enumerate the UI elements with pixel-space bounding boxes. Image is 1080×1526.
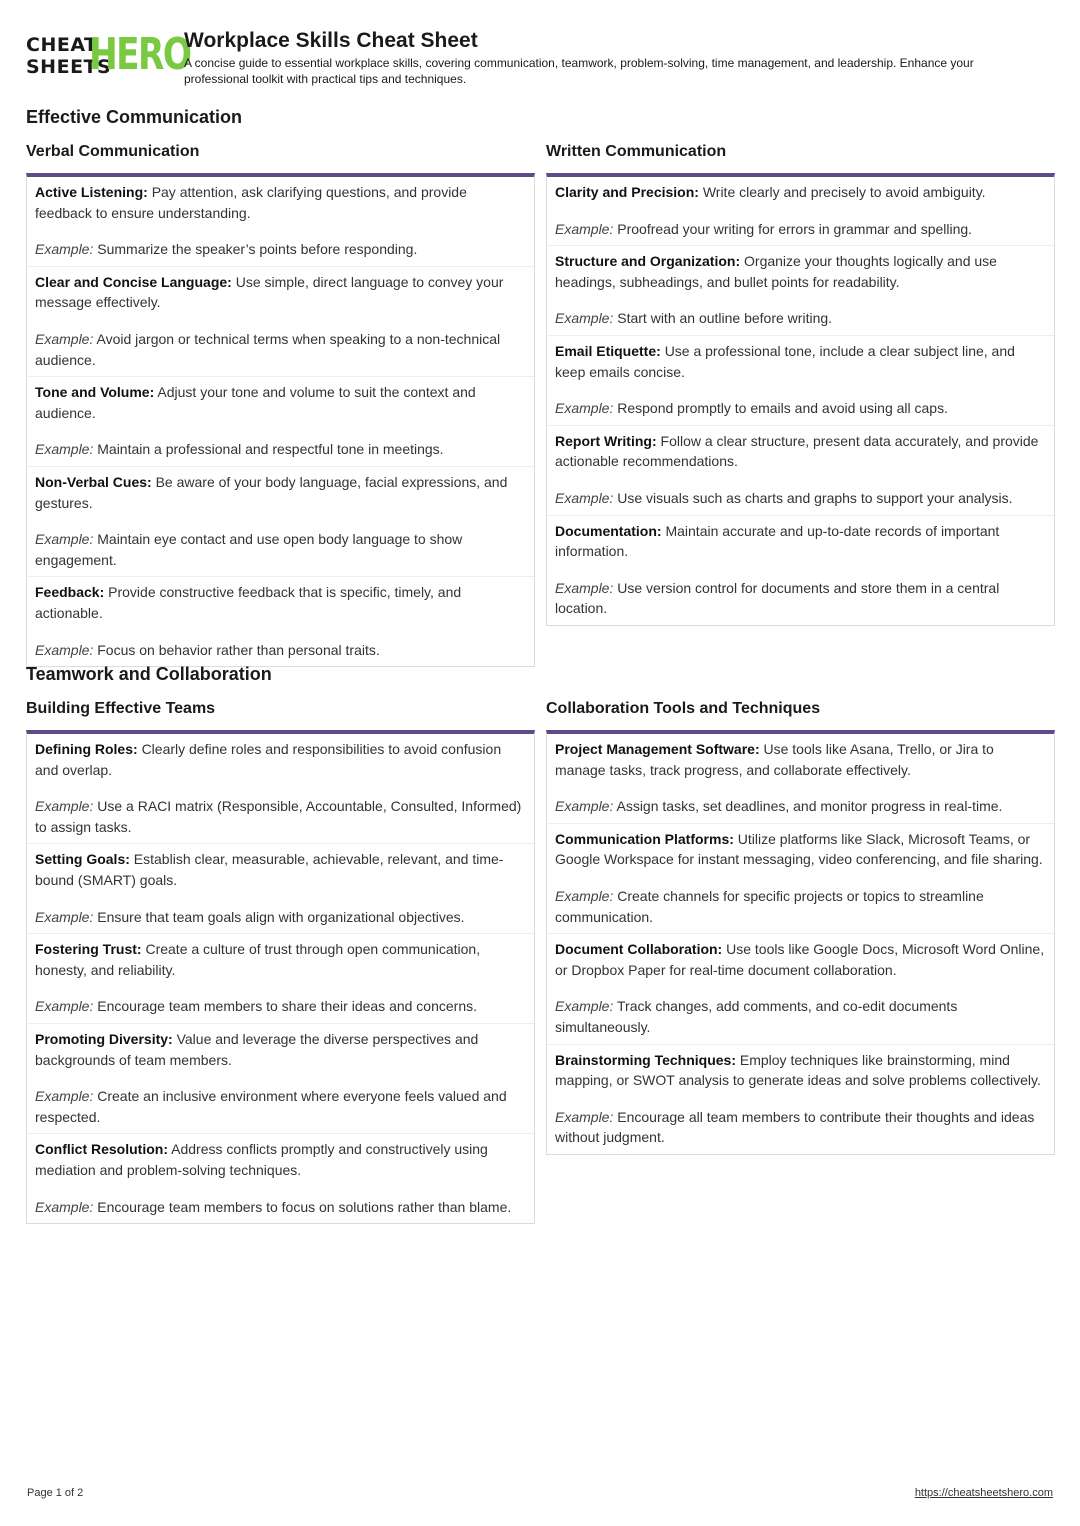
example-label: Example: [35,241,94,258]
item-text: Use tools like Asana, Trello, or Jira to manage tasks, track progress, and collaborate effectively. [555,741,994,778]
section-title: Effective Communication [26,107,243,127]
card-title: Written Communication [546,143,727,160]
list-item [27,844,534,934]
item-term: Fostering Trust: [35,941,142,958]
item-text: Clearly define roles and responsibilities to avoid confusion and overlap. [35,741,502,778]
item-example: Respond promptly to emails and avoid using all caps. [617,400,948,417]
item-term: Conflict Resolution: [35,1141,168,1158]
item-example: Encourage all team members to contribute their thoughts and ideas without judgment. [555,1108,1035,1146]
example-label: Example: [35,998,94,1015]
list-item [27,1134,534,1223]
item-term: Report Writing: [555,432,657,449]
example-label: Example: [555,310,614,327]
item-term: Email Etiquette: [555,342,661,359]
item-term: Communication Platforms: [555,830,734,847]
logo-text-hero: HERO [89,29,191,80]
item-text: Use simple, direct language to convey your message effectively. [35,273,504,311]
list-item [547,177,1054,246]
page-number: Page 1 of 2 [27,1487,84,1499]
list-item [547,934,1054,1044]
item-text: Follow a clear structure, present data accurately, and provide actionable recommendations. [555,432,1039,470]
list-item [547,734,1054,824]
logo-text-sheets: SHEETS [26,56,112,78]
item-text: Value and leverage the diverse perspectives and backgrounds of team members. [35,1030,479,1068]
example-label: Example: [555,998,614,1015]
item-example: Assign tasks, set deadlines, and monitor progress in real-time. [616,798,1003,815]
example-label: Example: [35,1088,94,1105]
example-label: Example: [35,798,94,815]
site-link[interactable]: https://cheatsheetshero.com [914,1487,1053,1499]
list-item [27,377,534,467]
item-text: Utilize platforms like Slack, Microsoft Teams, or Google Workspace for instant messaging, video conferencing, and file sharing. [555,830,1043,868]
item-term: Project Management Software: [555,741,760,757]
list-item [27,577,534,666]
list-item [547,1045,1054,1154]
card-title: Verbal Communication [26,143,200,160]
list-item [27,1024,534,1134]
card-building-effective-teams [26,698,535,1224]
example-label: Example: [35,330,94,347]
example-label: Example: [555,798,614,815]
card-written-communication [546,141,1055,626]
list-item [547,516,1054,625]
item-term: Clear and Concise Language: [35,273,232,290]
item-example: Use version control for documents and store them in a central location. [555,579,1000,617]
item-text: Adjust your tone and volume to suit the context and audience. [35,384,476,421]
item-example: Maintain a professional and respectful tone in meetings. [97,441,444,458]
item-example: Create channels for specific projects or topics to streamline communication. [555,887,984,925]
page-header [26,28,1056,90]
example-label: Example: [35,531,94,548]
list-item [27,177,534,267]
item-text: Provide constructive feedback that is specific, timely, and actionable. [35,584,462,621]
item-term: Promoting Diversity: [35,1030,173,1047]
item-text: Organize your thoughts logically and use headings, subheadings, and bullet points for readability. [555,253,997,290]
item-term: Setting Goals: [35,851,130,868]
item-term: Brainstorming Techniques: [555,1051,736,1068]
example-label: Example: [555,1108,614,1125]
card-collaboration-tools [546,698,1055,1155]
list-item [547,426,1054,516]
item-text: Establish clear, measurable, achievable, relevant, and time-bound (SMART) goals. [35,851,504,888]
example-label: Example: [35,441,94,458]
item-example: Proofread your writing for errors in grammar and spelling. [617,220,973,237]
item-example: Summarize the speaker’s points before responding. [97,241,418,258]
item-example: Avoid jargon or technical terms when speaking to a non-technical audience. [35,330,501,368]
item-term: Clarity and Precision: [555,184,699,200]
list-item [27,934,534,1024]
item-example: Start with an outline before writing. [617,310,833,327]
item-example: Encourage team members to share their ideas and concerns. [97,998,478,1015]
item-example: Focus on behavior rather than personal traits. [97,641,380,658]
list-item [27,734,534,844]
list-item [27,467,534,577]
card-body [26,173,535,667]
item-term: Defining Roles: [35,741,138,757]
list-item [547,336,1054,426]
item-text: Pay attention, ask clarifying questions, and provide feedback to ensure understanding. [35,184,467,221]
card-title: Collaboration Tools and Techniques [546,700,821,717]
example-label: Example: [555,220,614,237]
item-text: Maintain accurate and up-to-date records of important information. [555,522,1000,560]
card-body [26,730,535,1224]
example-label: Example: [555,887,614,904]
item-example: Encourage team members to focus on solutions rather than blame. [97,1198,512,1215]
item-text: Write clearly and precisely to avoid ambiguity. [702,184,986,200]
page-subtitle: A concise guide to essential workplace skills, covering communication, teamwork, problem-solving, time management, and leadership. Enhance your professional toolkit with practical tips and techniques. [184,56,974,86]
example-label: Example: [555,579,614,596]
card-title: Building Effective Teams [26,700,216,717]
card-verbal-communication [26,141,535,667]
item-text: Use a professional tone, include a clear subject line, and keep emails concise. [555,342,1015,380]
item-term: Structure and Organization: [555,253,741,270]
item-term: Active Listening: [35,184,148,200]
item-text: Use tools like Google Docs, Microsoft Word Online, or Dropbox Paper for real-time document collaboration. [555,941,1045,978]
item-text: Create a culture of trust through open communication, honesty, and reliability. [35,941,481,978]
item-text: Be aware of your body language, facial expressions, and gestures. [35,473,508,511]
cheatsheetshero-logo[interactable] [26,29,191,84]
list-item [547,824,1054,934]
item-example: Use visuals such as charts and graphs to support your analysis. [617,489,1013,506]
logo-text-cheat: CHEAT [26,34,98,56]
example-label: Example: [555,400,614,417]
item-term: Feedback: [35,584,105,601]
item-example: Use a RACI matrix (Responsible, Accountable, Consulted, Informed) to assign tasks. [35,798,522,835]
example-label: Example: [35,1198,94,1215]
item-example: Create an inclusive environment where everyone feels valued and respected. [35,1088,507,1125]
item-example: Track changes, add comments, and co-edit documents simultaneously. [555,998,958,1035]
item-example: Ensure that team goals align with organizational objectives. [97,908,465,925]
section-title: Teamwork and Collaboration [26,664,272,684]
example-label: Example: [35,908,94,925]
item-text: Address conflicts promptly and constructively using mediation and problem-solving techniques. [35,1141,488,1178]
example-label: Example: [555,489,614,506]
list-item [27,267,534,377]
item-term: Non-Verbal Cues: [35,473,152,490]
page-title: Workplace Skills Cheat Sheet [184,29,478,52]
item-term: Tone and Volume: [35,384,155,401]
example-label: Example: [35,641,94,658]
card-body [546,730,1055,1155]
item-example: Maintain eye contact and use open body language to show engagement. [35,531,463,568]
item-term: Documentation: [555,522,662,539]
item-text: Employ techniques like brainstorming, mind mapping, or SWOT analysis to generate ideas and solve problems collectively. [555,1051,1041,1089]
card-body [546,173,1055,626]
list-item [547,246,1054,336]
item-term: Document Collaboration: [555,941,723,958]
